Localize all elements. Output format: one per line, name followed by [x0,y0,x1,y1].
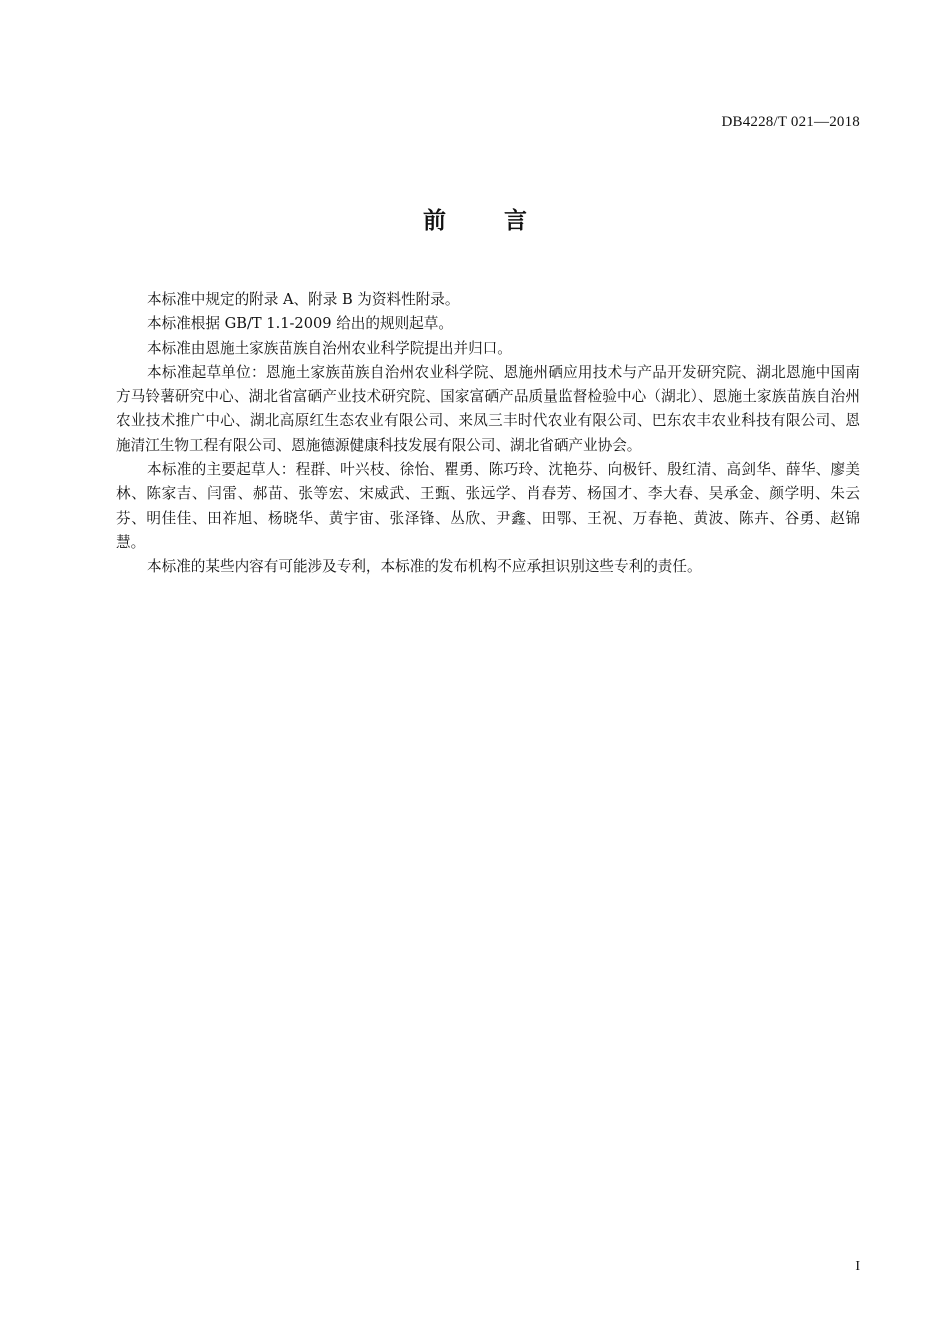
page-title: 前言 [423,208,585,234]
document-code: DB4228/T 021—2018 [721,114,860,130]
paragraph-drafters: 本标准的主要起草人：程群、叶兴枝、徐怡、瞿勇、陈巧玲、沈艳芬、向极钎、殷红清、高剑华、薛华、廖美林、陈家吉、闫雷、郝苗、张等宏、宋威武、王甄、张远学、肖春芳、杨国才、李大春、吴承金、颜学明、朱云芬、明佳佳、田祚旭、杨晓华、黄宇宙、张泽锋、丛欣、尹鑫、田鄂、王祝、万春艳、黄波、陈卉、谷勇、赵锦慧。 [116,461,860,551]
paragraph-drafting-units: 本标准起草单位：恩施土家族苗族自治州农业科学院、恩施州硒应用技术与产品开发研究院、湖北恩施中国南方马铃薯研究中心、湖北省富硒产业技术研究院、国家富硒产品质量监督检验中心（湖北）、恩施土家族苗族自治州农业技术推广中心、湖北高原红生态农业有限公司、来凤三丰时代农业有限公司、巴东农丰农业科技有限公司、恩施清江生物工程有限公司、恩施德源健康科技发展有限公司、湖北省硒产业协会。 [116,363,860,454]
paragraph-drafting-rules: 本标准根据 GB/T 1.1-2009 给出的规则起草。 [147,315,453,333]
paragraph-proposer: 本标准由恩施土家族苗族自治州农业科学院提出并归口。 [147,339,512,357]
paragraph-patent-notice: 本标准的某些内容有可能涉及专利，本标准的发布机构不应承担识别这些专利的责任。 [147,558,702,576]
paragraph-appendix: 本标准中规定的附录 A、附录 B 为资料性附录。 [147,291,460,308]
foreword-body [116,288,860,580]
page-number: I [855,1259,860,1274]
